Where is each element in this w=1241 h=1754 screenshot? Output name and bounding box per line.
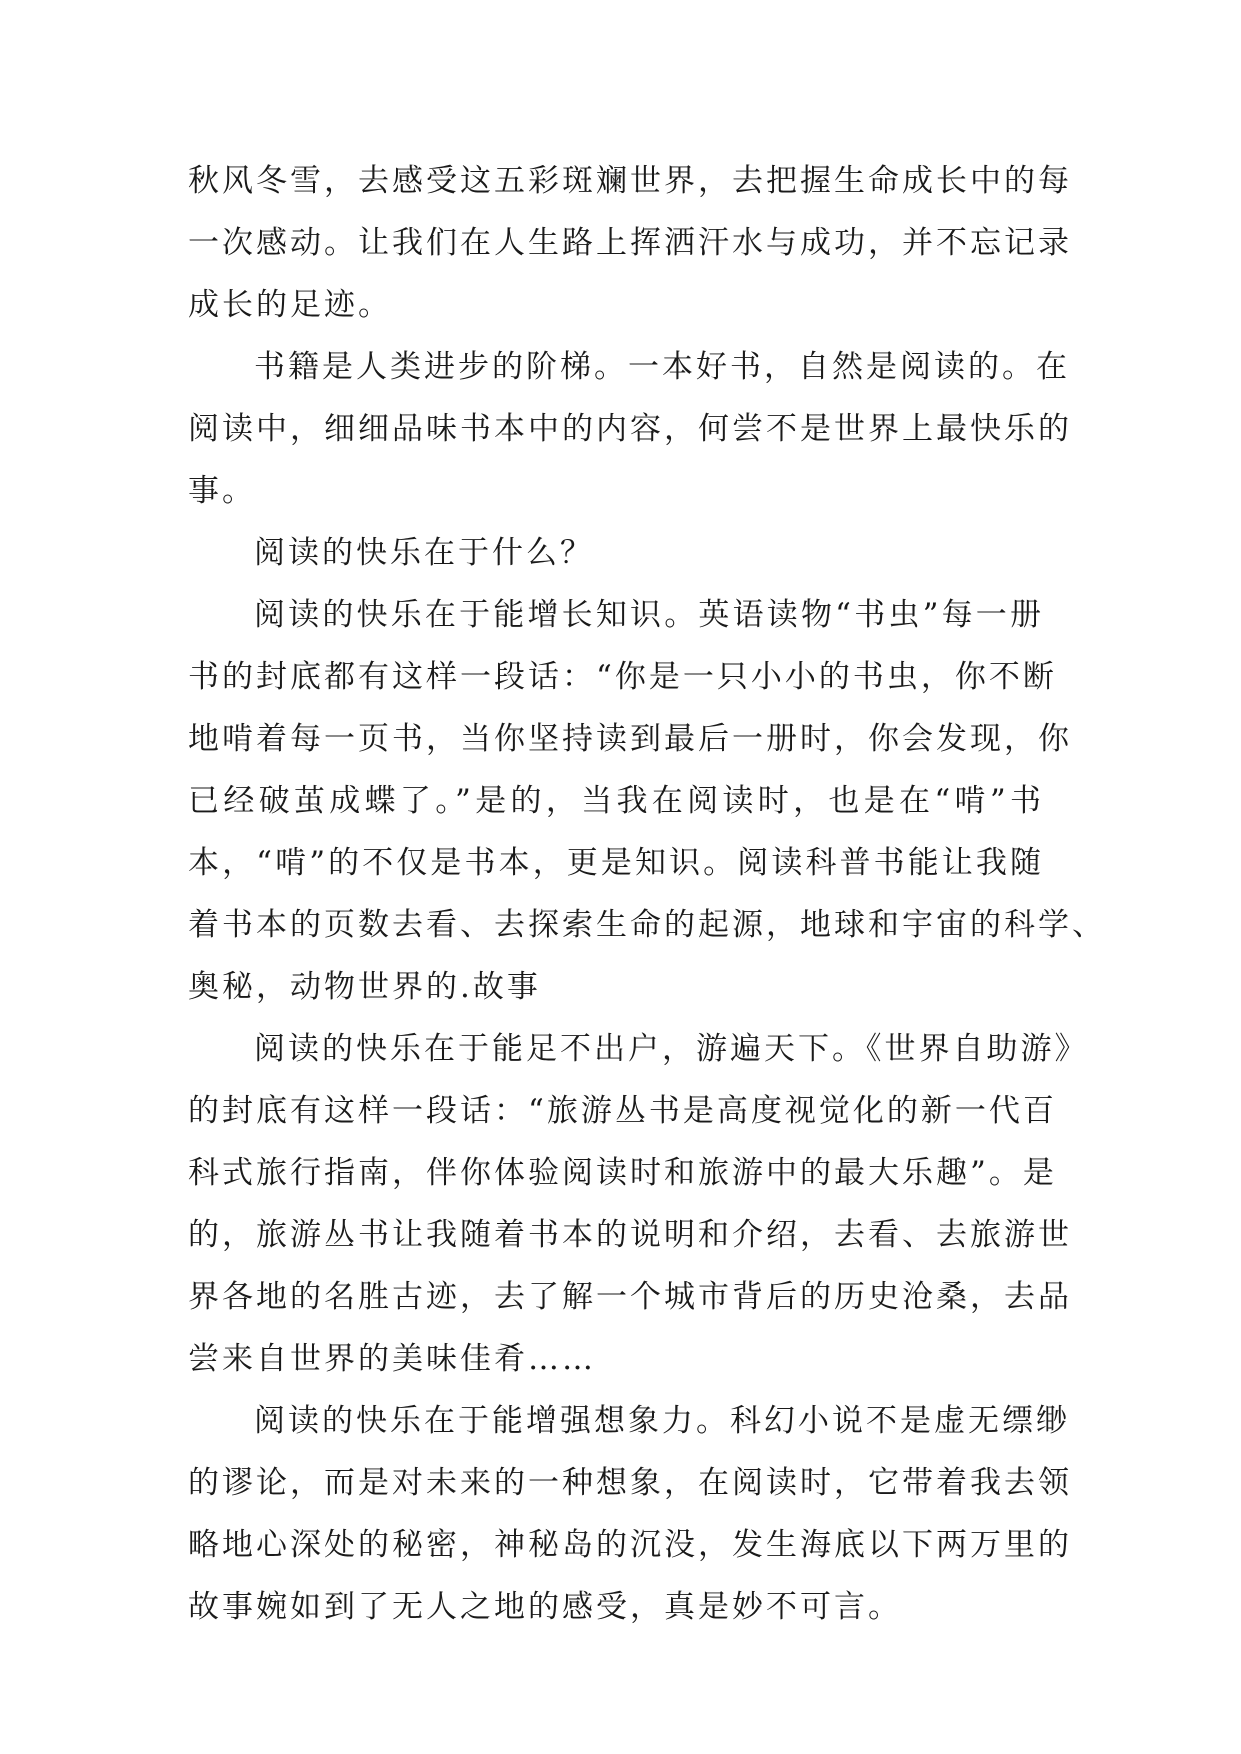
paragraph bbox=[188, 584, 1106, 1018]
text-line: 一次感动。让我们在人生路上挥洒汗水与成功，并不忘记录 bbox=[188, 225, 1072, 261]
text-line: 成长的足迹。 bbox=[188, 287, 392, 323]
text-line: 的封底有这样一段话：“旅游丛书是高度视觉化的新一代百 bbox=[188, 1093, 1057, 1129]
text-line: 书籍是人类进步的阶梯。一本好书，自然是阅读的。在 bbox=[254, 349, 1070, 385]
text-line: 阅读的快乐在于什么？ bbox=[254, 535, 594, 571]
paragraph bbox=[188, 1018, 1089, 1390]
paragraph bbox=[188, 336, 1072, 522]
text-line: 阅读的快乐在于能增长知识。英语读物“书虫”每一册 bbox=[254, 597, 1044, 633]
text-line: 的谬论，而是对未来的一种想象，在阅读时，它带着我去领 bbox=[188, 1465, 1072, 1501]
text-line: 略地心深处的秘密，神秘岛的沉没，发生海底以下两万里的 bbox=[188, 1527, 1072, 1563]
text-line: 地啃着每一页书，当你坚持读到最后一册时，你会发现，你 bbox=[188, 721, 1072, 757]
text-line: 奥秘，动物世界的.故事 bbox=[188, 969, 541, 1005]
text-line: 秋风冬雪，去感受这五彩斑斓世界，去把握生命成长中的每 bbox=[188, 163, 1072, 199]
text-line: 书的封底都有这样一段话：“你是一只小小的书虫，你不断 bbox=[188, 659, 1057, 695]
text-line: 着书本的页数去看、去探索生命的起源，地球和宇宙的科学、 bbox=[188, 907, 1106, 943]
text-line: 本，“啃”的不仅是书本，更是知识。阅读科普书能让我随 bbox=[188, 845, 1044, 881]
text-line: 事。 bbox=[188, 473, 256, 509]
text-line: 科式旅行指南，伴你体验阅读时和旅游中的最大乐趣”。是 bbox=[188, 1155, 1057, 1191]
text-line: 阅读的快乐在于能增强想象力。科幻小说不是虚无缥缈 bbox=[254, 1403, 1070, 1439]
text-line: 尝来自世界的美味佳肴…… bbox=[188, 1341, 596, 1377]
text-line: 阅读的快乐在于能足不出户，游遍天下。《世界自助游》 bbox=[254, 1031, 1089, 1067]
text-line: 界各地的名胜古迹，去了解一个城市背后的历史沧桑，去品 bbox=[188, 1279, 1072, 1315]
paragraph bbox=[188, 150, 1072, 336]
text-line: 的，旅游丛书让我随着书本的说明和介绍，去看、去旅游世 bbox=[188, 1217, 1072, 1253]
text-line: 已经破茧成蝶了。”是的，当我在阅读时，也是在“啃”书 bbox=[188, 783, 1044, 819]
paragraph bbox=[188, 522, 1044, 584]
paragraph bbox=[188, 1390, 1072, 1638]
text-line: 阅读中，细细品味书本中的内容，何尝不是世界上最快乐的 bbox=[188, 411, 1072, 447]
document-body bbox=[188, 150, 1106, 1638]
text-line: 故事婉如到了无人之地的感受，真是妙不可言。 bbox=[188, 1589, 902, 1625]
